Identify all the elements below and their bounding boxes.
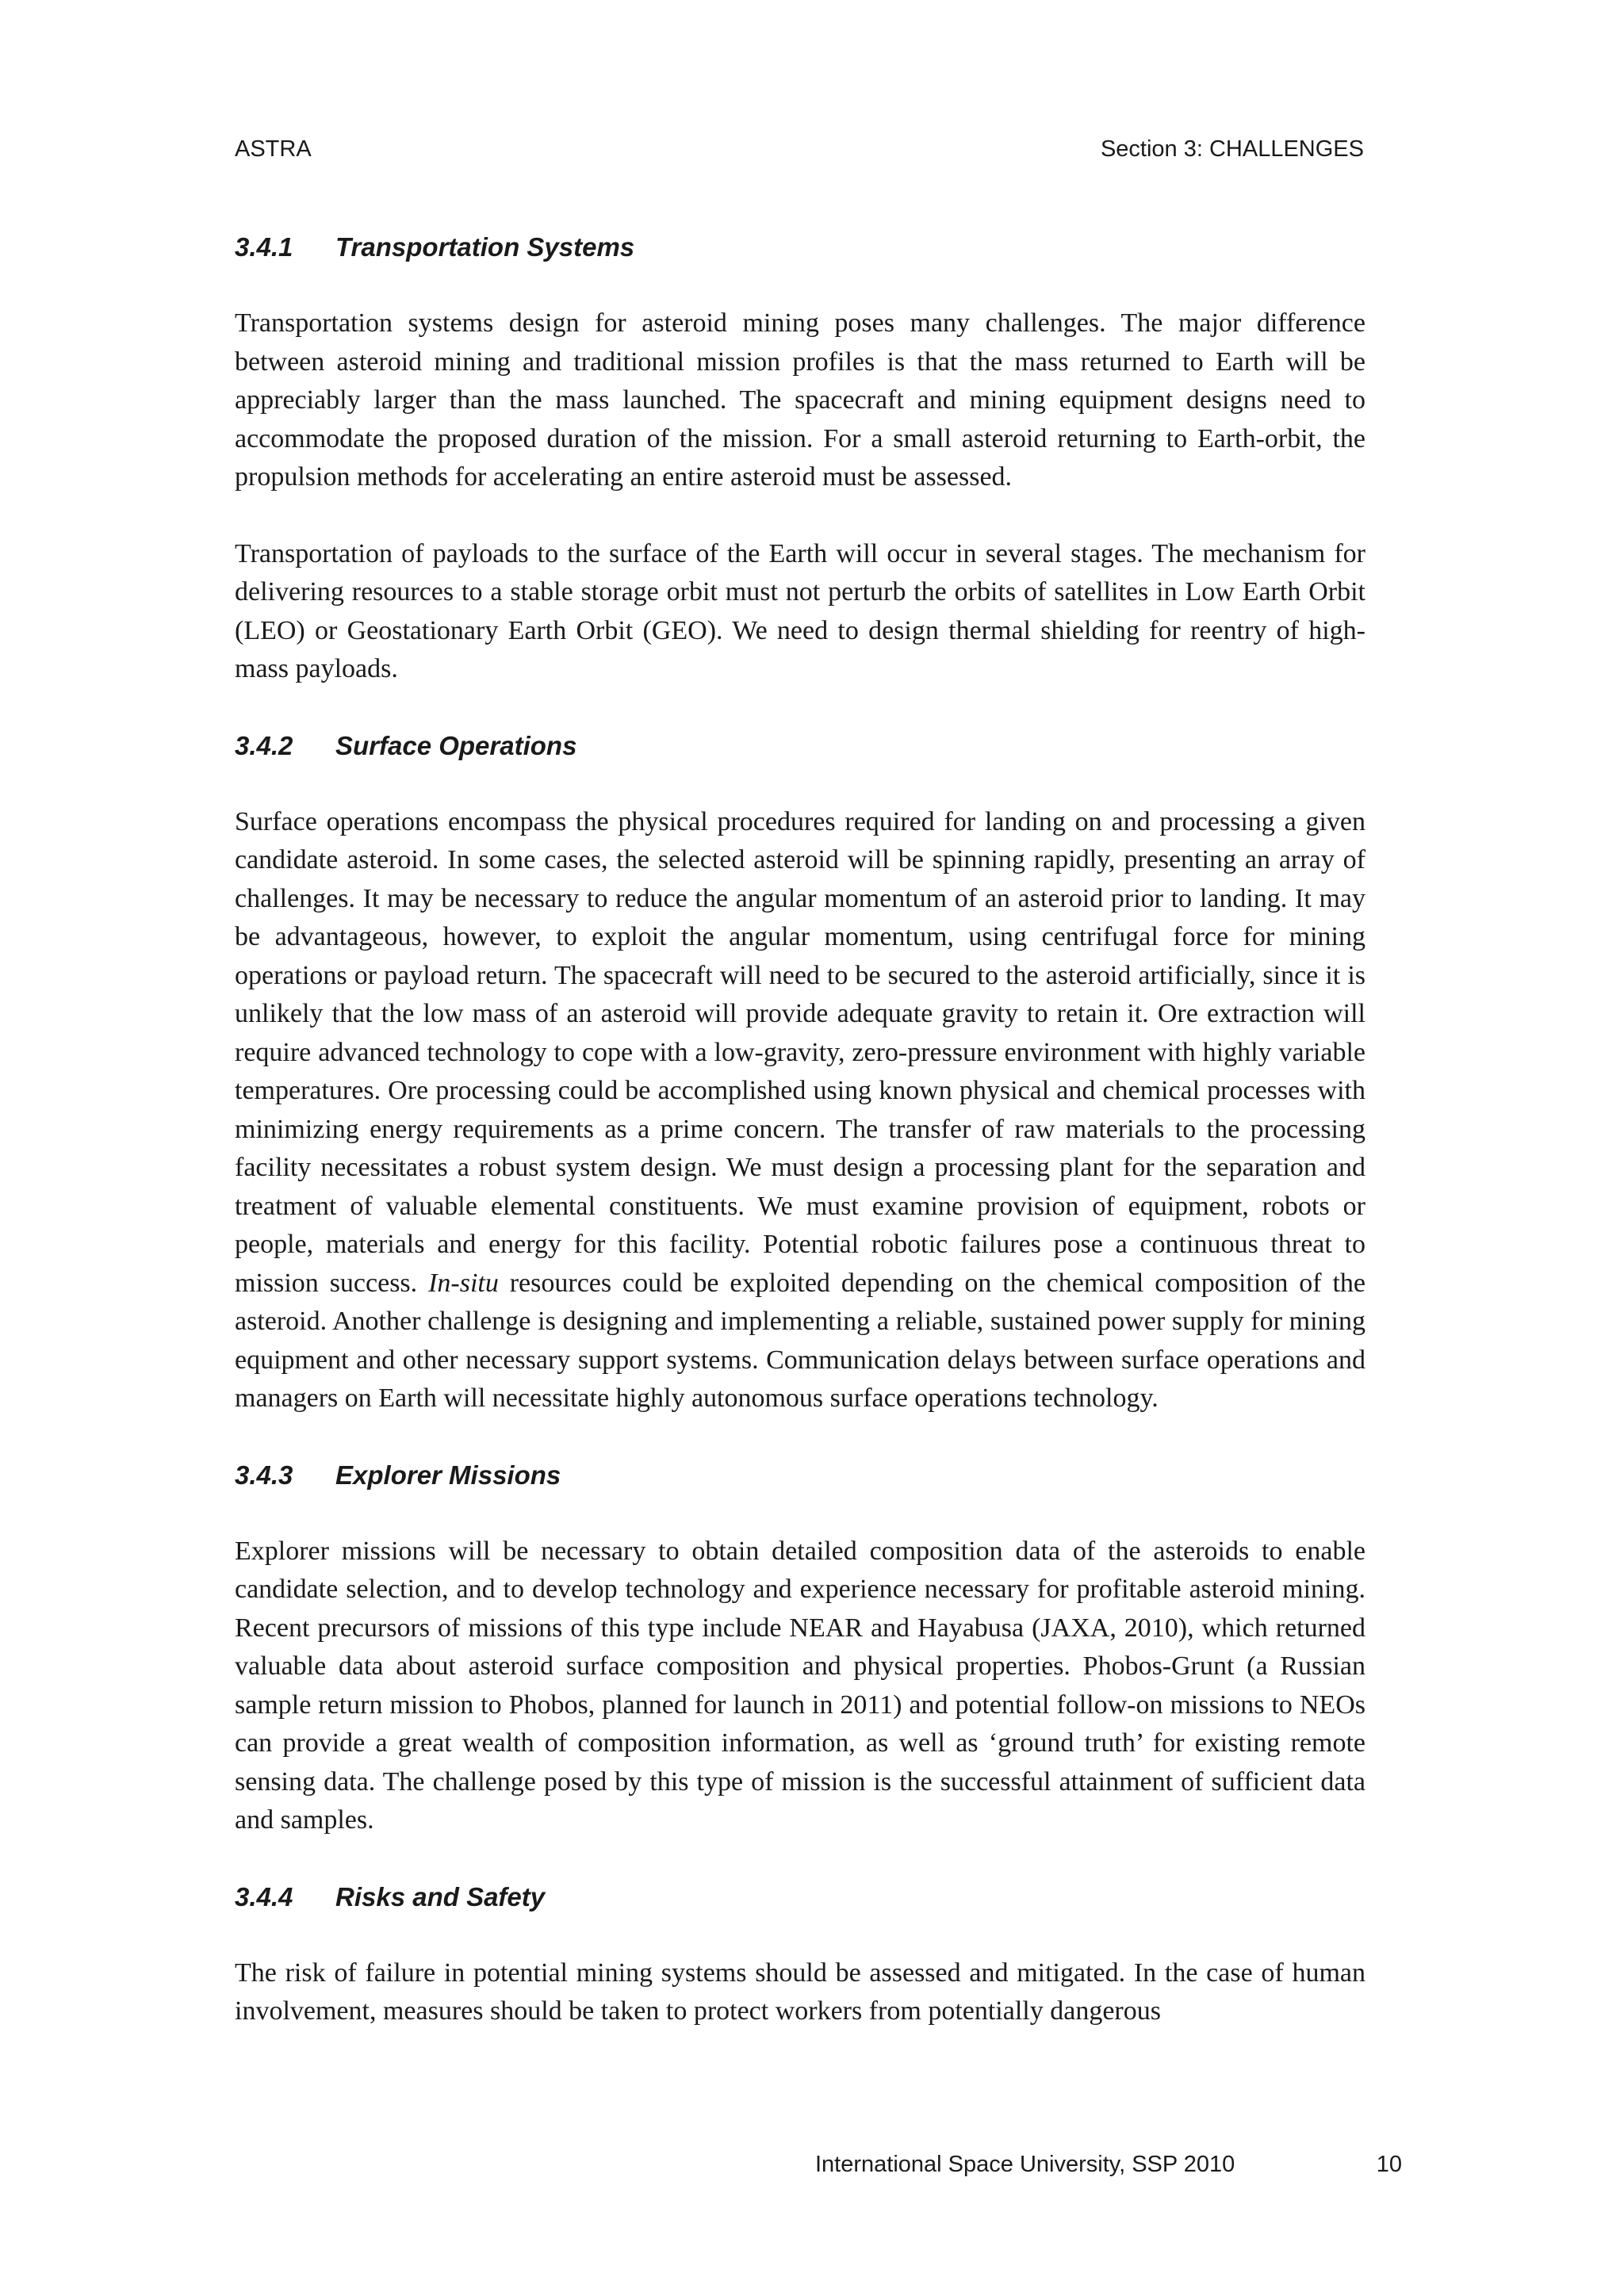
paragraph-text: Surface operations encompass the physical procedures required for landing on and processing a given candidate asteroid. In some cases, the selected asteroid will be spinning rapidly, presenting an array of challenges. It may be necessary to reduce the angular momentum of an asteroid prior to landing. It may be advantageous, however, to exploit the angular momentum, using centrifugal force for mining operations or payload return. The spacecraft will need to be secured to the asteroid artificially, since it is unlikely that the low mass of an asteroid will provide adequate gravity to retain it. Ore extraction will require advanced technology to cope with a low-gravity, zero-pressure environment with highly variable temperatures. Ore processing could be accomplished using known physical and chemical processes with minimizing energy requirements as a prime concern. The transfer of raw materials to the processing facility necessitates a robust system design. We must design a processing plant for the separation and treatment of valuable elemental constituents. We must examine provision of equipment, robots or people, materials and energy for this facility. Potential robotic failures pose a continuous threat to mission success. (235, 806, 1365, 1298)
italic-term: In-situ (428, 1268, 499, 1298)
section-heading-3-4-4 (235, 1878, 1365, 1916)
section-number: 3.4.2 (235, 730, 293, 760)
page-header (235, 136, 1364, 168)
section-title: Surface Operations (335, 730, 577, 760)
section-title: Explorer Missions (335, 1460, 561, 1490)
paragraph: Explorer missions will be necessary to obtain detailed composition data of the asteroids to enable candidate selection, and to develop technology and experience necessary for profitable asteroid mining. Recent precursors of missions of this type include NEAR and Hayabusa (JAXA, 2010), which returned valuable data about asteroid surface composition and physical properties. Phobos-Grunt (a Russian sample return mission to Phobos, planned for launch in 2011) and potential follow-on missions to NEOs can provide a great wealth of composition information, as well as ‘ground truth’ for existing remote sensing data. The challenge posed by this type of mission is the successful attainment of sufficient data and samples. (235, 1536, 1365, 1835)
section-number: 3.4.1 (235, 232, 293, 262)
page-content (235, 228, 1365, 2031)
paragraph (235, 803, 1365, 1418)
section-number: 3.4.3 (235, 1460, 293, 1490)
section-heading-3-4-1 (235, 228, 1365, 266)
section-title: Risks and Safety (335, 1881, 546, 1911)
section-title: Transportation Systems (335, 232, 635, 262)
paragraph: Transportation of payloads to the surface of the Earth will occur in several stages. The mechanism for delivering resources to a stable storage orbit must not perturb the orbits of satellites in Low Earth Orbit (LEO) or Geostationary Earth Orbit (GEO). We need to design thermal shielding for reentry of high-mass payloads. (235, 538, 1365, 683)
header-right-text: Section 3: CHALLENGES (1100, 136, 1364, 162)
section-heading-3-4-2 (235, 727, 1365, 765)
section-heading-3-4-3 (235, 1456, 1365, 1494)
section-number: 3.4.4 (235, 1881, 293, 1911)
paragraph-text: resources could be exploited depending on the chemical composition of the asteroid. Another challenge is designing and implementing a reliable, sustained power supply for mining equipment and other necessary support systems. Communication delays between surface operations and managers on Earth will necessitate highly autonomous surface operations technology. (235, 1268, 1365, 1413)
paragraph: The risk of failure in potential mining systems should be assessed and mitigated. In the case of human involvement, measures should be taken to protect workers from potentially dangerous (235, 1957, 1365, 2026)
header-left-text: ASTRA (235, 136, 312, 162)
page-number: 10 (1376, 2152, 1402, 2177)
footer-organization: International Space University, SSP 2010 (815, 2152, 1235, 2177)
paragraph: Transportation systems design for asteroid mining poses many challenges. The major difference between asteroid mining and traditional mission profiles is that the mass returned to Earth will be appreciably larger than the mass launched. The spacecraft and mining equipment designs need to accommodate the proposed duration of the mission. For a small asteroid returning to Earth-orbit, the propulsion methods for accelerating an entire asteroid must be assessed. (235, 308, 1365, 492)
